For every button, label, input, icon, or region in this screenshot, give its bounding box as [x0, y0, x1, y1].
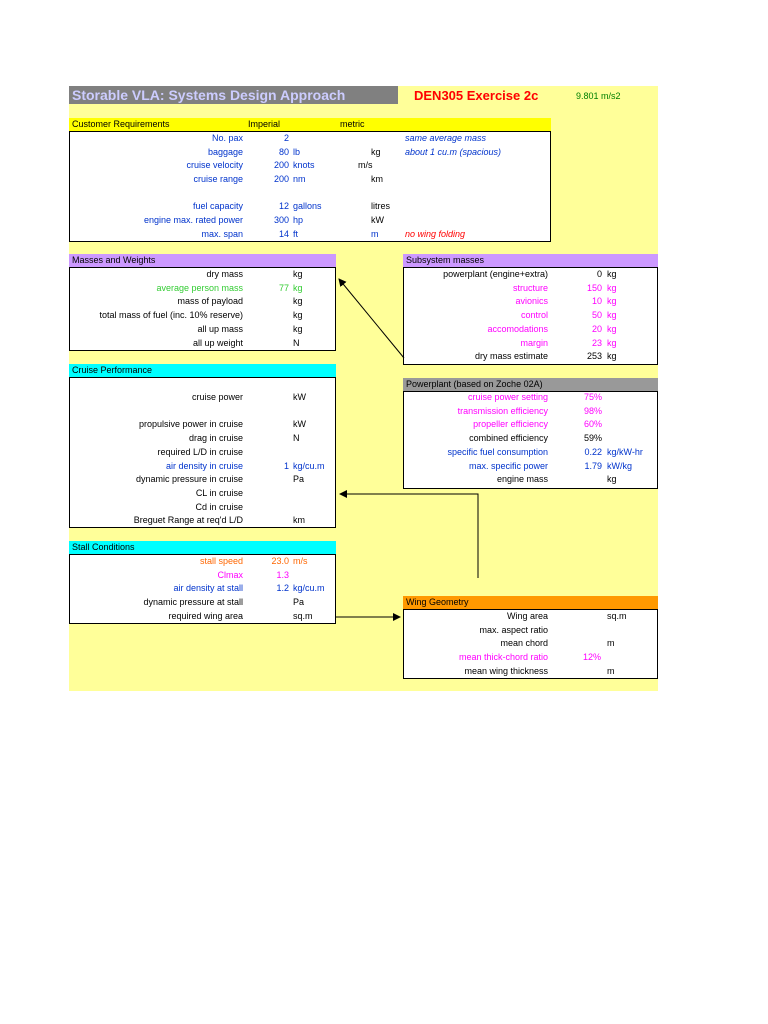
wing-row-label: max. aspect ratio — [479, 624, 548, 635]
subsystem-row-unit: kg — [607, 351, 617, 362]
customer-row-value: 80 — [278, 147, 289, 157]
customer-row-label: cruise range — [193, 174, 243, 184]
masses-row-unit: kg — [293, 296, 303, 307]
powerplant-row-label: propeller efficiency — [473, 419, 548, 430]
customer-row-label: engine max. rated power — [143, 215, 243, 225]
masses-row-label: all up weight — [192, 337, 243, 348]
subsystem-row-value: 50 — [591, 310, 602, 321]
customer-row-metric: kg — [371, 147, 381, 157]
subsystem-row-label: avionics — [515, 296, 548, 307]
arrow-subsystem-to-masses — [339, 279, 404, 358]
powerplant-row-value: 59% — [583, 433, 602, 444]
exercise-label: DEN305 Exercise 2c — [414, 88, 539, 103]
subsystem-row-label: control — [520, 310, 548, 321]
cruise-row-unit: kW — [293, 419, 306, 429]
stall-row-unit: Pa — [293, 597, 305, 608]
customer-row-metric: km — [371, 174, 383, 184]
subsystem-row-unit: kg — [607, 282, 617, 293]
cruise-header-label: Cruise Performance — [72, 365, 153, 375]
powerplant-row-label: specific fuel consumption — [447, 446, 548, 457]
powerplant-row-value: 60% — [583, 419, 602, 430]
subsystem-row-label: powerplant (engine+extra) — [443, 269, 548, 279]
masses-row-unit: N — [293, 337, 300, 348]
masses-row-unit: kg — [293, 323, 303, 334]
stall-row-value: 23.0 — [271, 556, 289, 566]
masses-header-label: Masses and Weights — [72, 255, 156, 265]
masses-row-unit: kg — [293, 282, 303, 293]
masses-row-label: dry mass — [206, 269, 243, 279]
powerplant-row-unit: kg — [607, 474, 617, 485]
cruise-row-label: Cd in cruise — [195, 502, 243, 512]
customer-row-label: cruise velocity — [186, 160, 243, 170]
powerplant-row-value: 0.22 — [584, 446, 602, 457]
customer-row-label: baggage — [207, 147, 243, 157]
arrow-powerplant-to-cruise — [340, 494, 478, 578]
cruise-row-label: Breguet Range at req'd L/D — [133, 515, 243, 525]
metric-column-header: metric — [340, 119, 365, 129]
subsystem-row-unit: kg — [607, 269, 617, 279]
sheet-title: Storable VLA: Systems Design Approach — [69, 86, 398, 104]
customer-row-unit: nm — [293, 174, 306, 184]
masses-row-unit: kg — [293, 269, 303, 279]
customer-row-label: max. span — [201, 229, 243, 239]
customer-row-note: same average mass — [405, 133, 487, 143]
masses-row-label: average person mass — [156, 282, 243, 293]
stall-row-value: 1.2 — [276, 583, 289, 594]
imperial-column-header: Imperial — [248, 119, 281, 129]
powerplant-row-label: cruise power setting — [467, 392, 548, 402]
customer-row-metric: litres — [371, 201, 391, 211]
cruise-row-label: drag in cruise — [188, 433, 243, 443]
powerplant-row-unit: kg/kW-hr — [607, 446, 643, 457]
subsystem-row-value: 20 — [591, 323, 602, 334]
subsystem-row-value: 23 — [591, 337, 602, 348]
wing-row-value: 12% — [582, 652, 601, 663]
cruise-row-label: CL in cruise — [195, 488, 243, 498]
customer-row-label: No. pax — [211, 133, 243, 143]
customer-row-unit: gallons — [293, 201, 322, 211]
cruise-row-label: air density in cruise — [165, 461, 243, 471]
stall-row-label: stall speed — [199, 556, 243, 566]
cruise-row-label: propulsive power in cruise — [138, 419, 243, 429]
subsystem-row-unit: kg — [607, 337, 617, 348]
customer-row-value: 14 — [278, 229, 289, 239]
powerplant-row-value: 98% — [583, 405, 602, 416]
powerplant-row-label: max. specific power — [468, 460, 548, 471]
wing-row-label: mean wing thickness — [464, 665, 548, 676]
cruise-row-unit: km — [293, 515, 305, 525]
customer-row-metric: m — [371, 229, 379, 239]
masses-row-label: total mass of fuel (inc. 10% reserve) — [99, 310, 243, 321]
subsystem-row-unit: kg — [607, 296, 617, 307]
wing-row-unit: m — [607, 665, 615, 676]
powerplant-row-value: 1.79 — [584, 460, 602, 471]
customer-row-value: 300 — [273, 215, 289, 225]
customer-row-unit: ft — [293, 229, 299, 239]
customer-row-value: 2 — [283, 133, 289, 143]
wing-row-label: Wing area — [506, 611, 548, 621]
powerplant-row-unit: kW/kg — [607, 460, 633, 471]
subsystem-row-label: accomodations — [487, 323, 548, 334]
masses-row-unit: kg — [293, 310, 303, 321]
powerplant-header-label: Powerplant (based on Zoche 02A) — [406, 379, 543, 389]
customer-row-note: no wing folding — [405, 229, 466, 239]
subsystem-header-label: Subsystem masses — [406, 255, 485, 265]
subsystem-row-value: 10 — [591, 296, 602, 307]
cruise-row-unit: kg/cu.m — [293, 461, 325, 471]
subsystem-row-label: structure — [512, 282, 548, 293]
stall-row-unit: kg/cu.m — [293, 583, 325, 594]
customer-row-note: about 1 cu.m (spacious) — [405, 147, 502, 157]
stall-header-label: Stall Conditions — [72, 542, 135, 552]
wing-row-label: mean chord — [500, 638, 548, 649]
gravity-constant: 9.801 m/s2 — [576, 91, 621, 101]
cruise-row-label: required L/D in cruise — [157, 447, 243, 457]
customer-row-value: 12 — [278, 201, 289, 211]
powerplant-row-value: 75% — [583, 392, 602, 402]
customer-row-unit: hp — [293, 215, 304, 225]
powerplant-row-label: engine mass — [496, 474, 548, 485]
masses-row-label: mass of payload — [177, 296, 243, 307]
masses-row-value: 77 — [278, 282, 289, 293]
stall-row-value: 1.3 — [276, 569, 289, 580]
customer-row-metric: m/s — [358, 160, 373, 170]
cruise-row-unit: N — [293, 433, 300, 443]
wing-row-unit: sq.m — [607, 611, 627, 621]
stall-row-label: dynamic pressure at stall — [143, 597, 243, 608]
cruise-row-label: dynamic pressure in cruise — [135, 474, 243, 484]
cruise-row-value: 1 — [283, 461, 289, 471]
cruise-row-unit: Pa — [293, 474, 305, 484]
subsystem-row-label: dry mass estimate — [474, 351, 548, 362]
wing-row-label: mean thick-chord ratio — [458, 652, 548, 663]
subsystem-row-unit: kg — [607, 323, 617, 334]
wing-row-unit: m — [607, 638, 615, 649]
stall-row-label: required wing area — [168, 610, 243, 621]
subsystem-row-value: 0 — [596, 269, 602, 279]
wing-header-label: Wing Geometry — [406, 597, 469, 607]
powerplant-row-label: transmission efficiency — [457, 405, 548, 416]
cruise-row-label: cruise power — [191, 392, 243, 402]
subsystem-row-unit: kg — [607, 310, 617, 321]
subsystem-row-label: margin — [520, 337, 548, 348]
customer-row-metric: kW — [371, 215, 384, 225]
customer-header-label: Customer Requirements — [72, 119, 170, 129]
subsystem-row-value: 253 — [586, 351, 602, 362]
cruise-row-unit: kW — [293, 392, 306, 402]
stall-row-label: Clmax — [217, 569, 243, 580]
masses-row-label: all up mass — [197, 323, 243, 334]
stall-row-unit: m/s — [293, 556, 308, 566]
powerplant-row-label: combined efficiency — [469, 433, 548, 444]
customer-row-value: 200 — [273, 174, 289, 184]
customer-row-label: fuel capacity — [192, 201, 243, 211]
subsystem-row-value: 150 — [586, 282, 602, 293]
stall-row-unit: sq.m — [293, 610, 313, 621]
stall-row-label: air density at stall — [173, 583, 243, 594]
customer-row-value: 200 — [273, 160, 289, 170]
customer-row-unit: lb — [293, 147, 301, 157]
customer-row-unit: knots — [293, 160, 315, 170]
